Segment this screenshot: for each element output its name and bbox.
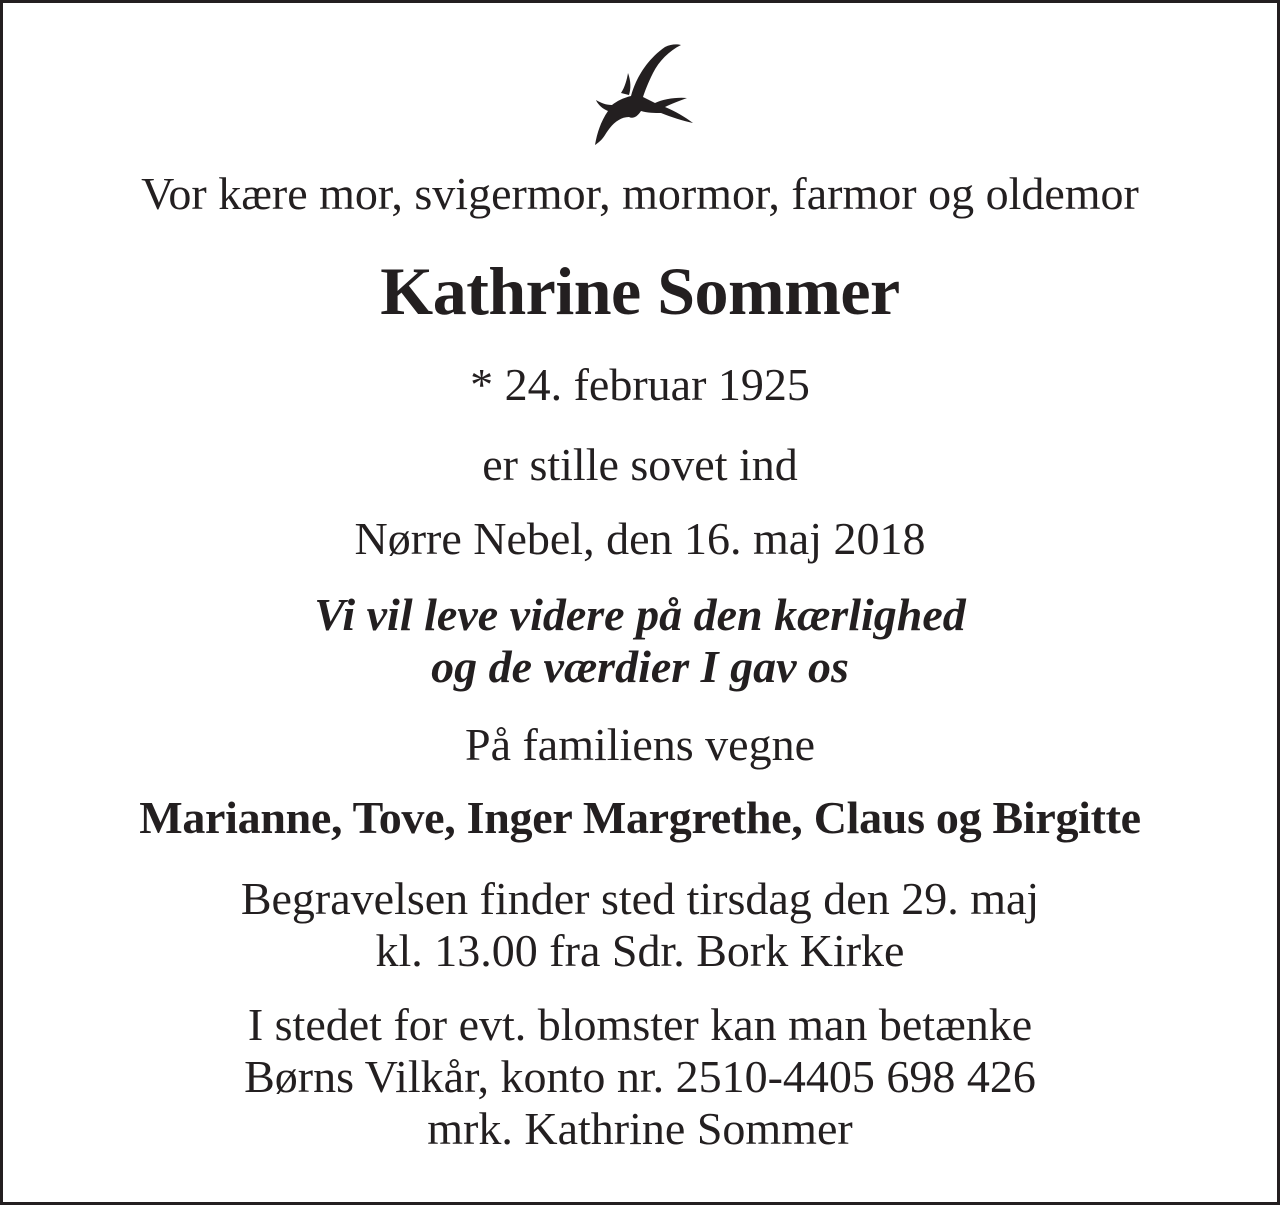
place-and-date: Nørre Nebel, den 16. maj 2018 xyxy=(354,513,926,564)
donation-line: Børns Vilkår, konto nr. 2510-4405 698 426 xyxy=(244,1051,1036,1102)
on-behalf-line: På familiens vegne xyxy=(464,719,815,770)
donation-line: mrk. Kathrine Sommer xyxy=(427,1103,853,1154)
donation-info xyxy=(3,999,1277,1155)
verse-line: og de værdier I gav os xyxy=(431,641,849,692)
donation-line: I stedet for evt. blomster kan man betænke xyxy=(247,999,1033,1050)
verse-line: Vi vil leve videre på den kærlighed xyxy=(314,589,966,640)
birth-date: * 24. februar 1925 xyxy=(470,359,810,410)
funeral-info xyxy=(3,873,1277,977)
family-names: Marianne, Tove, Inger Margrethe, Claus og Birgitte xyxy=(139,792,1141,843)
funeral-line: Begravelsen finder sted tirsdag den 29. maj xyxy=(240,873,1040,924)
deceased-name: Kathrine Sommer xyxy=(380,253,900,329)
passed-away-line: er stille sovet ind xyxy=(482,439,798,490)
intro-line: Vor kære mor, svigermor, mormor, farmor og oldemor xyxy=(141,168,1139,219)
funeral-line: kl. 13.00 fra Sdr. Bork Kirke xyxy=(375,925,905,976)
memorial-verse xyxy=(3,589,1277,693)
swallow-icon xyxy=(587,43,697,149)
